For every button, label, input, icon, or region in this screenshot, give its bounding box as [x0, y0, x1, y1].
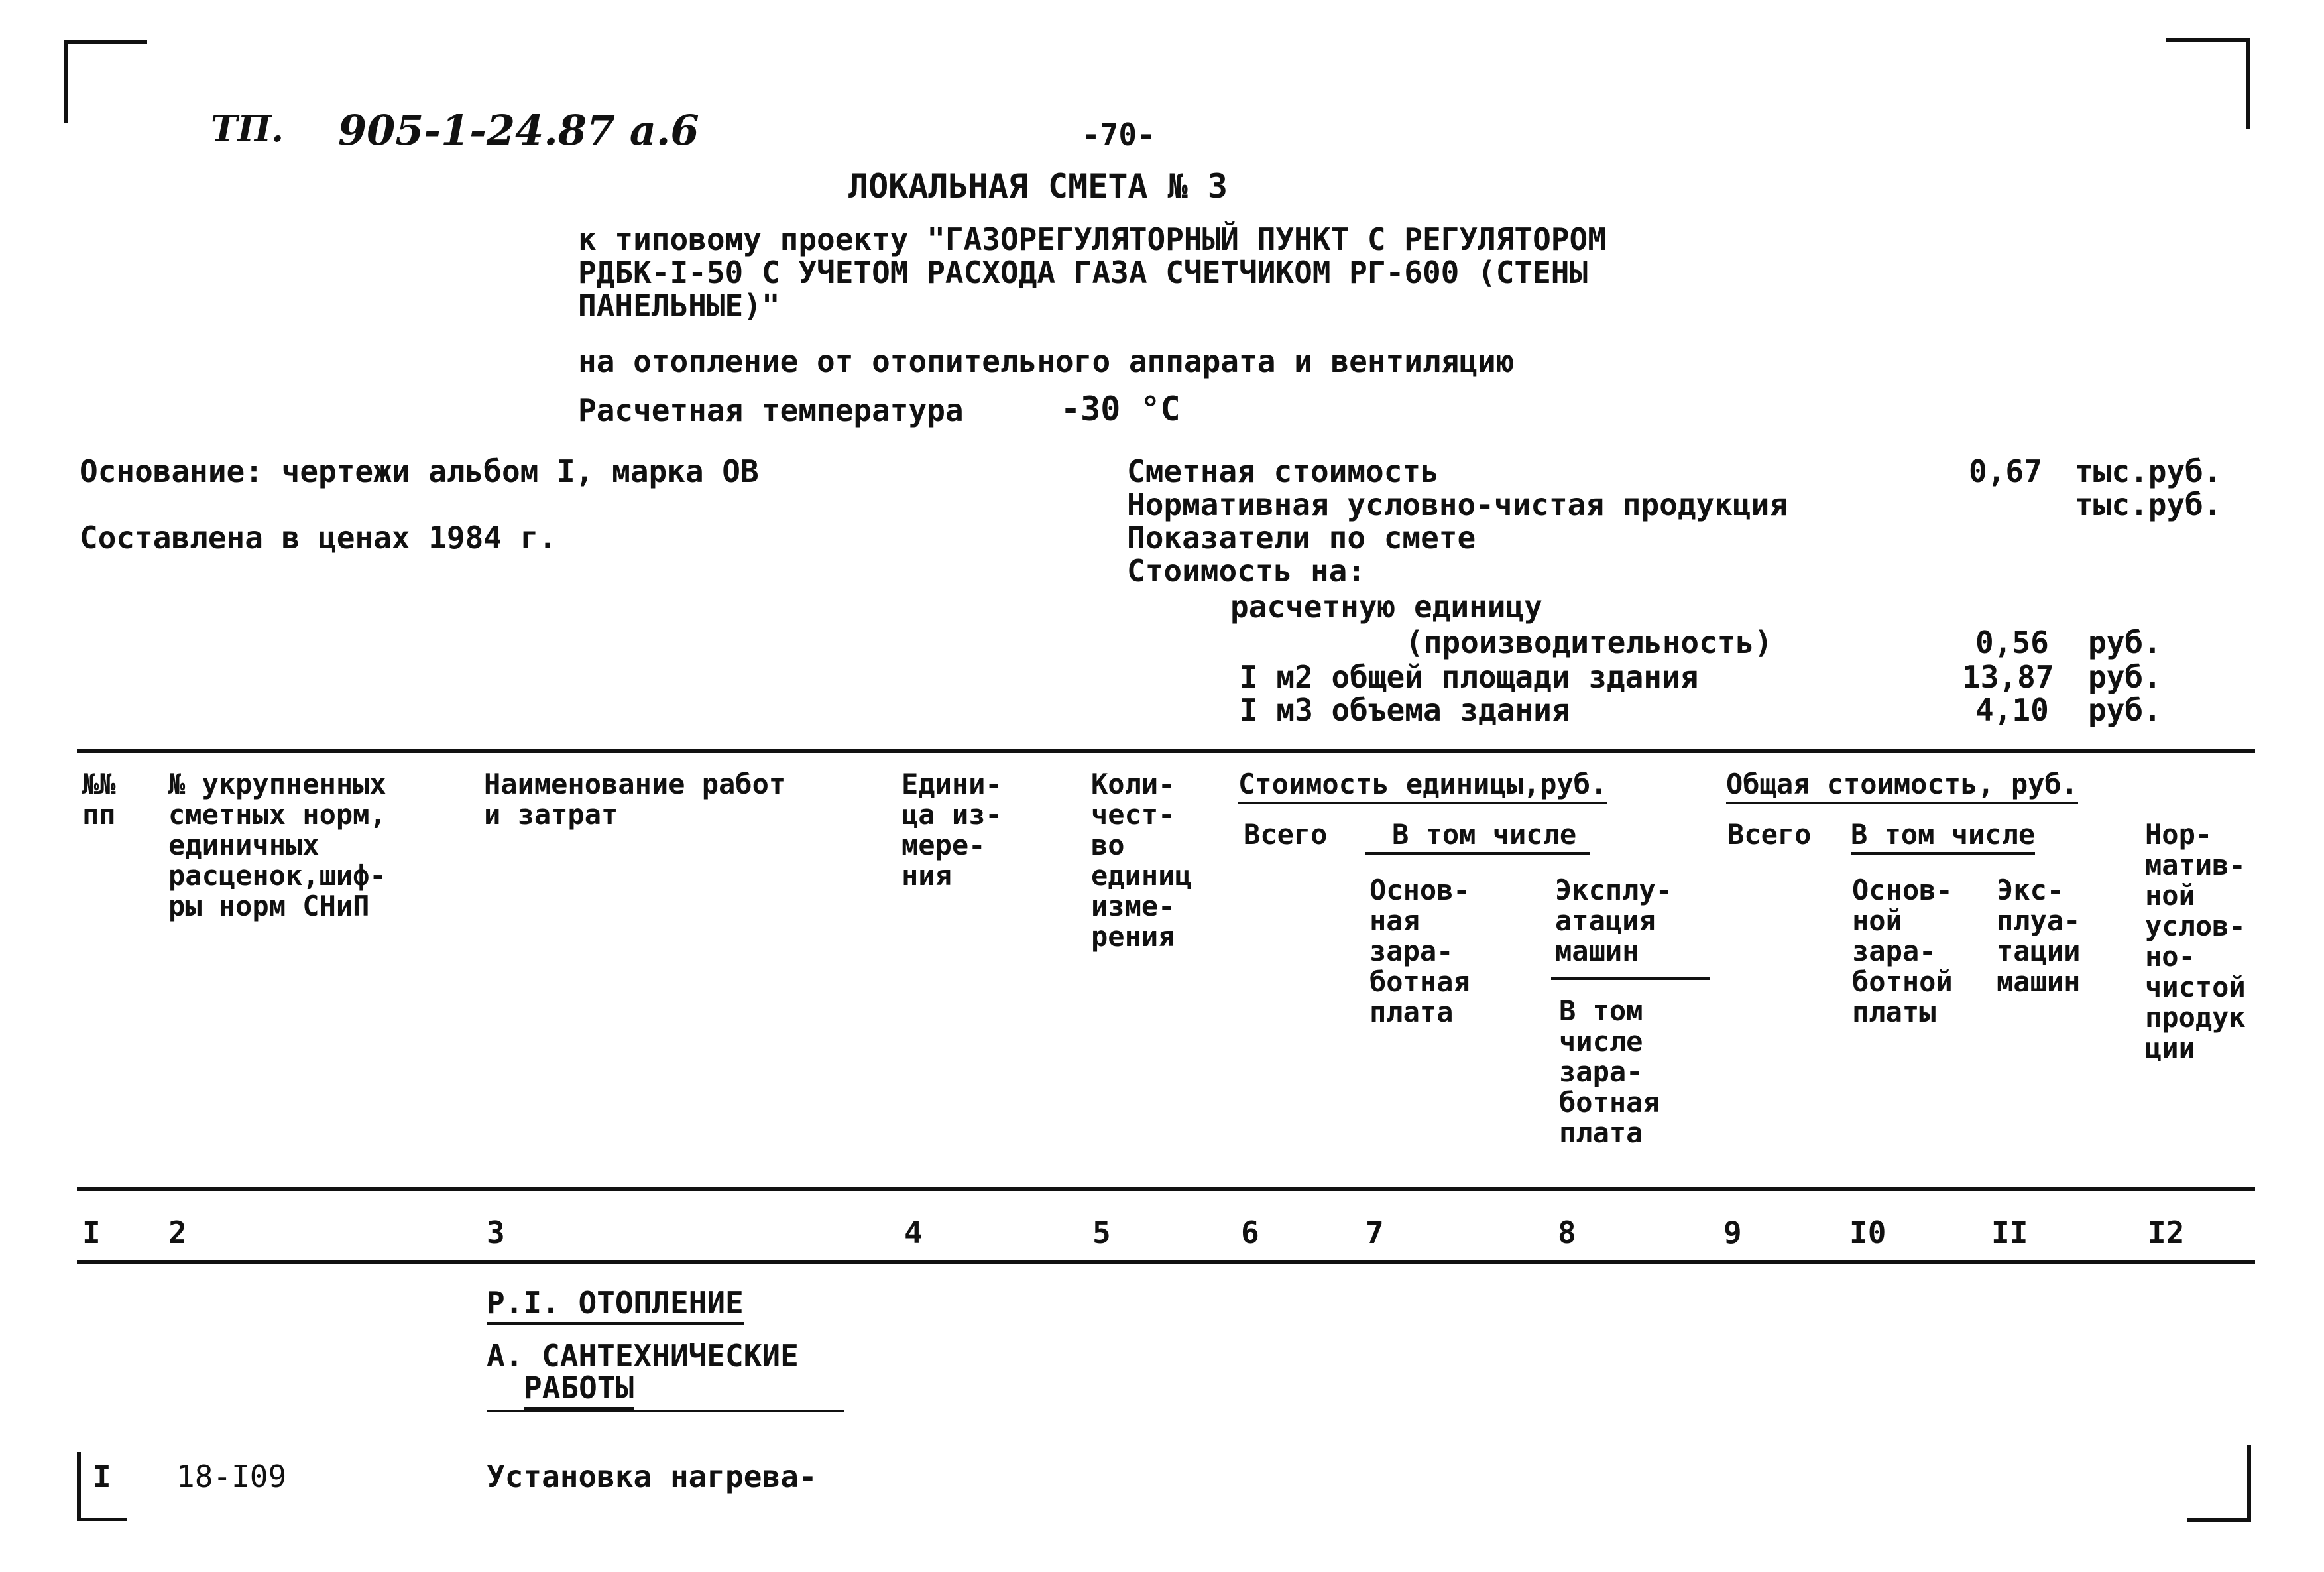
col-number-8: 8: [1558, 1215, 1576, 1250]
header-machines-2: Экс- плуа- тации машин: [1997, 874, 2081, 998]
header-unit-cost: [1238, 769, 1607, 800]
header-total-cost-incl-text: В том числе: [1851, 818, 2035, 855]
table-header-bottom-rule: [77, 1187, 2255, 1191]
subsection-line-2-text: РАБОТЫ: [524, 1370, 634, 1410]
subtitle-line-2: РДБК-I-50 С УЧЕТОМ РАСХОДА ГАЗА СЧЕТЧИКОМ РГ-600 (СТЕНЫ: [578, 255, 1588, 290]
row-code: 18-I09: [176, 1459, 287, 1494]
header-total-cost-incl: [1851, 819, 2035, 850]
per-unit-unit: руб.: [2088, 625, 2162, 660]
col-number-11: II: [1991, 1215, 2028, 1250]
table-top-rule: [77, 749, 2255, 753]
header-unit-cost-text: Стоимость единицы,руб.: [1238, 768, 1607, 804]
per-m3-value: 4,10: [1975, 692, 2049, 728]
header-unit-cost-incl: [1365, 819, 1590, 850]
indicators-label: Показатели по смете: [1127, 520, 1476, 556]
page-title: ЛОКАЛЬНАЯ СМЕТА № 3: [848, 167, 1228, 206]
header-unit: Едини- ца из- мере- ния: [901, 768, 1002, 892]
header-total-cost: [1726, 769, 2078, 800]
row-number: I: [93, 1459, 111, 1494]
estimate-cost-unit: тыс.руб.: [2075, 453, 2222, 489]
per-m3-unit: руб.: [2088, 692, 2162, 728]
header-total-cost-total: Всего: [1727, 818, 1812, 851]
header-row-number: №№ пп: [82, 768, 116, 831]
subsection-rule: [487, 1410, 844, 1412]
per-unit-value: 0,56: [1975, 625, 2049, 660]
purpose-line: на отопление от отопительного аппарата и вентиляцию: [578, 343, 1515, 379]
table-colnum-bottom-rule: [77, 1260, 2255, 1264]
header-machines-wage: В том числе зара- ботная плата: [1559, 995, 1660, 1149]
corner-mark-top-left: [64, 40, 147, 123]
document-code-prefix: ТП.: [211, 107, 284, 150]
header-norms: № укрупненных сметных норм, единичных расценок,шиф- ры норм СНиП: [168, 768, 386, 922]
corner-mark-bottom-right: [2187, 1445, 2251, 1522]
row-work-name: Установка нагрева-: [487, 1459, 817, 1494]
per-unit-label: расчетную единицу: [1230, 589, 1542, 625]
per-m2-label: I м2 общей площади здания: [1240, 659, 1699, 695]
subsection-line-1: А. САНТЕХНИЧЕСКИЕ: [487, 1338, 799, 1374]
col-number-6: 6: [1241, 1215, 1259, 1250]
header-machines-text: Эксплу- атация машин: [1555, 874, 1673, 967]
header-normative: Нор- матив- ной услов- но- чистой продук ции: [2145, 818, 2246, 1064]
col-number-10: I0: [1849, 1215, 1887, 1250]
subtitle-line-1: к типовому проекту "ГАЗОРЕГУЛЯТОРНЫЙ ПУНКТ С РЕГУЛЯТОРОМ: [578, 221, 1606, 257]
page-number: -70-: [1082, 117, 1155, 152]
per-unit-sub: (производительность): [1405, 625, 1772, 660]
subtitle-line-3: ПАНЕЛЬНЫЕ)": [578, 288, 780, 324]
col-number-1: I: [82, 1215, 101, 1250]
estimate-cost-label: Сметная стоимость: [1127, 453, 1439, 489]
col-number-7: 7: [1365, 1215, 1384, 1250]
header-work-name: Наименование работ и затрат: [484, 768, 786, 831]
per-m2-unit: руб.: [2088, 659, 2162, 695]
section-heading-text: Р.I. ОТОПЛЕНИЕ: [487, 1285, 744, 1325]
temperature-label: Расчетная температура: [578, 393, 964, 428]
basis-line: Основание: чертежи альбом I, марка ОВ: [80, 453, 759, 489]
col-number-12: I2: [2148, 1215, 2185, 1250]
header-machines-rule: [1551, 977, 1710, 980]
per-m2-value: 13,87: [1962, 659, 2054, 695]
header-quantity: Коли- чест- во единиц изме- рения: [1091, 768, 1192, 953]
col-number-2: 2: [168, 1215, 187, 1250]
estimate-cost-value: 0,67: [1969, 453, 2042, 489]
col-number-5: 5: [1092, 1215, 1111, 1250]
header-basic-wage-2: Основ- ной зара- ботной платы: [1852, 874, 1953, 1028]
header-unit-cost-total: Всего: [1244, 818, 1328, 851]
normative-label: Нормативная условно-чистая продукция: [1127, 487, 1788, 522]
col-number-4: 4: [904, 1215, 923, 1250]
header-machines: [1555, 875, 1672, 967]
section-heading: [487, 1286, 744, 1319]
normative-unit: тыс.руб.: [2075, 487, 2222, 522]
cost-on-label: Стоимость на:: [1127, 553, 1366, 589]
col-number-3: 3: [487, 1215, 505, 1250]
prices-line: Составлена в ценах 1984 г.: [80, 520, 557, 556]
header-total-cost-text: Общая стоимость, руб.: [1726, 768, 2078, 804]
header-unit-cost-incl-text: В том числе: [1365, 818, 1590, 855]
per-m3-label: I м3 объема здания: [1240, 692, 1570, 728]
subsection-line-2: [524, 1371, 634, 1404]
temperature-value: -30 °С: [1061, 390, 1181, 428]
document-code: 905-1-24.87 а.6: [338, 106, 699, 154]
header-basic-wage: Основ- ная зара- ботная плата: [1369, 874, 1470, 1028]
col-number-9: 9: [1723, 1215, 1742, 1250]
corner-mark-top-right: [2166, 38, 2250, 129]
